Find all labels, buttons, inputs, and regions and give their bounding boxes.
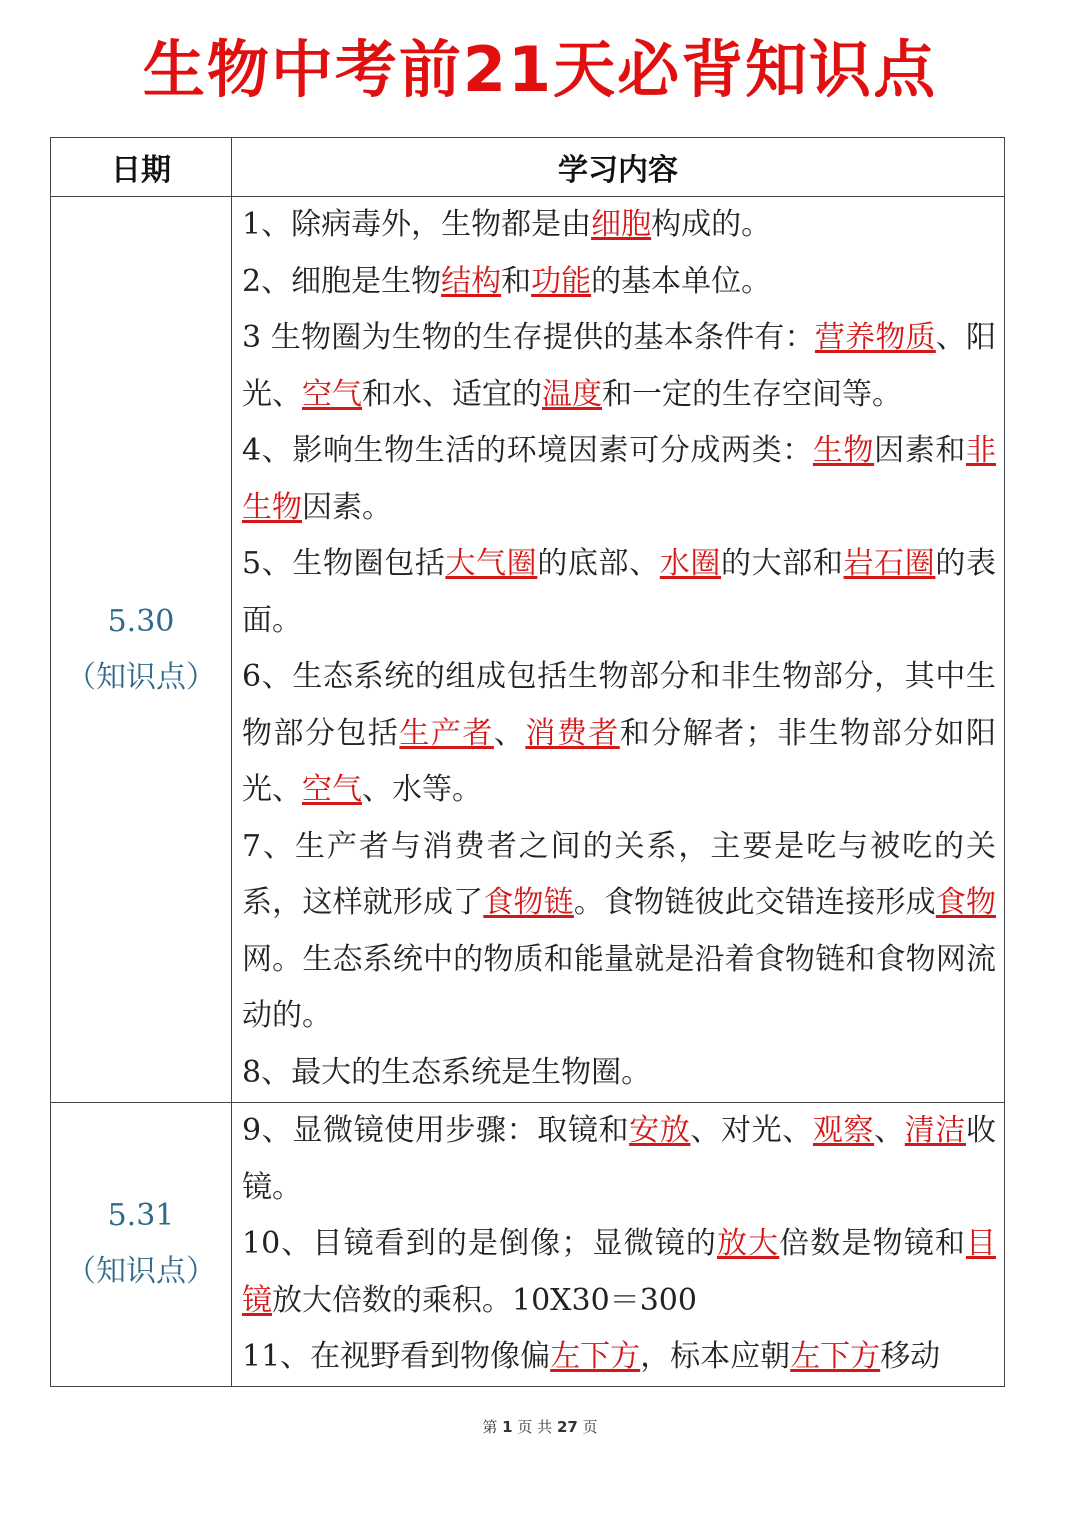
date-tag: （知识点） bbox=[66, 1254, 216, 1290]
item-text: 倍数是物镜和 bbox=[779, 1226, 966, 1261]
item-text: 和一定的生存空间等。 bbox=[602, 376, 902, 412]
keyword: 大气圈 bbox=[445, 546, 538, 581]
keyword: 观察 bbox=[812, 1113, 875, 1148]
header-date: 日期 bbox=[51, 138, 232, 197]
footer-prefix: 第 bbox=[482, 1418, 498, 1436]
knowledge-item bbox=[242, 254, 996, 311]
keyword: 空气 bbox=[302, 772, 362, 807]
item-text: 的基本单位。 bbox=[591, 263, 772, 299]
keyword: 消费者 bbox=[525, 715, 620, 751]
item-text: 。食物链彼此交错连接形成 bbox=[573, 885, 936, 920]
knowledge-item bbox=[242, 1103, 996, 1216]
item-text: 3 生物圈为生物的生存提供的基本条件有： bbox=[242, 320, 815, 355]
date-cell bbox=[51, 197, 232, 1103]
item-text: ，标本应朝 bbox=[640, 1339, 791, 1374]
item-text: 的表面。 bbox=[242, 546, 997, 638]
date-value: 5.30 bbox=[107, 603, 175, 639]
keyword: 生物 bbox=[812, 433, 875, 468]
knowledge-item bbox=[242, 1216, 996, 1329]
date-value: 5.31 bbox=[107, 1198, 175, 1234]
item-text: 、 bbox=[493, 715, 526, 751]
item-text: 7、生产者与消费者之间的关系，主要是吃与被吃的关系，这样就形成了 bbox=[242, 828, 996, 920]
item-text: 放大倍数的乘积。10X30＝300 bbox=[272, 1282, 697, 1318]
keyword: 温度 bbox=[542, 376, 602, 412]
item-text: 和 bbox=[501, 263, 532, 299]
page-footer bbox=[0, 1416, 1080, 1437]
item-text: 和分解者；非生物部分如阳光、 bbox=[242, 715, 997, 807]
item-text: 9、显微镜使用步骤：取镜和 bbox=[242, 1113, 630, 1148]
keyword: 左下方 bbox=[550, 1339, 641, 1374]
keyword: 营养物质 bbox=[814, 320, 936, 355]
knowledge-table bbox=[50, 137, 1005, 1387]
footer-mid: 页 共 bbox=[517, 1418, 553, 1436]
page-title: 生物中考前21天必背知识点 bbox=[142, 33, 938, 106]
item-text: 因素。 bbox=[302, 489, 392, 525]
item-text: 1、除病毒外，生物都是由 bbox=[242, 207, 592, 242]
keyword: 放大 bbox=[717, 1226, 780, 1261]
item-text: 4、影响生物生活的环境因素可分成两类： bbox=[242, 433, 813, 468]
item-text: 的底部、 bbox=[537, 546, 660, 581]
item-text: 移动 bbox=[880, 1339, 941, 1374]
keyword: 目镜 bbox=[242, 1226, 996, 1318]
knowledge-item bbox=[242, 536, 996, 649]
item-text: 11、在视野看到物像偏 bbox=[242, 1339, 551, 1374]
knowledge-item bbox=[242, 1329, 996, 1386]
table-header-row bbox=[51, 138, 1005, 197]
item-text: 的大部和 bbox=[721, 546, 844, 581]
date-cell bbox=[51, 1103, 232, 1387]
keyword: 非生物 bbox=[242, 433, 997, 525]
content-cell bbox=[232, 1103, 1005, 1387]
footer-suffix: 页 bbox=[582, 1418, 598, 1436]
item-text: 和水、适宜的 bbox=[362, 376, 542, 412]
item-text: 因素和 bbox=[874, 433, 967, 468]
item-text: 网。生态系统中的物质和能量就是沿着食物链和食物网流动的。 bbox=[242, 941, 996, 1033]
keyword: 安放 bbox=[629, 1113, 691, 1148]
keyword: 左下方 bbox=[790, 1339, 881, 1374]
knowledge-item bbox=[242, 423, 996, 536]
item-text: 2、细胞是生物 bbox=[242, 263, 442, 299]
table-row bbox=[51, 197, 1005, 1103]
keyword: 岩石圈 bbox=[843, 546, 936, 581]
knowledge-item bbox=[242, 197, 996, 254]
keyword: 食物链 bbox=[483, 885, 574, 920]
content-cell bbox=[232, 197, 1005, 1103]
footer-total-pages: 27 bbox=[556, 1418, 578, 1436]
item-text: 、阳光、 bbox=[242, 320, 997, 412]
item-text: 5、生物圈包括 bbox=[242, 546, 446, 581]
item-text: 10、目镜看到的是倒像；显微镜的 bbox=[242, 1226, 718, 1261]
keyword: 生产者 bbox=[399, 715, 494, 751]
keyword: 清洁 bbox=[904, 1113, 967, 1148]
keyword: 食物 bbox=[935, 885, 997, 920]
keyword: 细胞 bbox=[591, 207, 652, 242]
item-text: 、对光、 bbox=[690, 1113, 813, 1148]
knowledge-item bbox=[242, 819, 996, 1045]
keyword: 功能 bbox=[531, 263, 592, 299]
table-row bbox=[51, 1103, 1005, 1387]
item-text: 、水等。 bbox=[362, 772, 482, 807]
date-tag: （知识点） bbox=[66, 659, 216, 695]
header-content: 学习内容 bbox=[232, 138, 1005, 197]
item-text: 6、生态系统的组成包括生物部分和非生物部分，其中生物部分包括 bbox=[242, 659, 996, 751]
item-text: 、 bbox=[874, 1113, 905, 1148]
keyword: 空气 bbox=[302, 376, 362, 412]
keyword: 结构 bbox=[441, 263, 502, 299]
footer-page-number: 1 bbox=[502, 1418, 513, 1436]
item-text: 8、最大的生态系统是生物圈。 bbox=[242, 1054, 652, 1090]
keyword: 水圈 bbox=[659, 546, 722, 581]
knowledge-item bbox=[242, 1045, 996, 1102]
knowledge-item bbox=[242, 649, 996, 819]
item-text: 收镜。 bbox=[242, 1113, 997, 1205]
item-text: 构成的。 bbox=[651, 207, 772, 242]
knowledge-item bbox=[242, 310, 996, 423]
